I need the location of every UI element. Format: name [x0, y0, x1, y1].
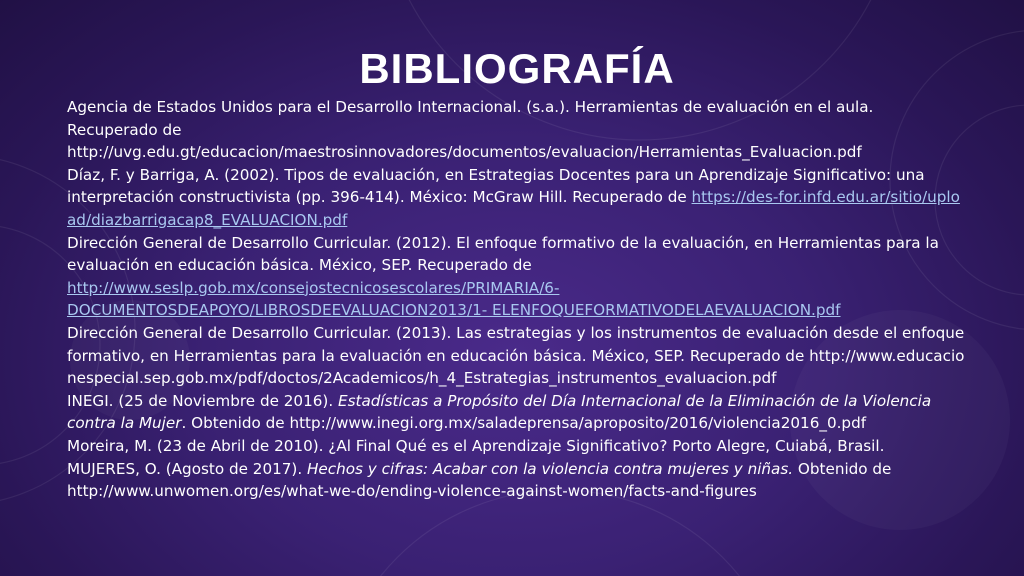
reference-url: http://www.educacionespecial.sep.gob.mx/pdf/doctos/2Academicos/h_4_Estrategias_instrumentos_evaluacion.pdf — [67, 346, 965, 388]
reference-link-part1[interactable]: http://www.seslp.gob.mx/consejostecnicosescolares/PRIMARIA/6- — [67, 278, 560, 297]
reference-line: http://uvg.edu.gt/educacion/maestrosinnovadores/documentos/evaluacion/Herramientas_Evaluacion.pdf — [67, 143, 862, 162]
reference-prefix: INEGI. (25 de Noviembre de 2016). — [67, 391, 338, 410]
reference-link-part2[interactable]: DOCUMENTOSDEAPOYO/LIBROSDEEVALUACION2013/1- ELENFOQUEFORMATIVODELAEVALUACION.pdf — [67, 301, 841, 320]
reference-moreira — [67, 435, 967, 458]
reference-line: Recuperado de — [67, 120, 182, 139]
reference-onu-mujeres — [67, 458, 967, 503]
deco-circle-bottom — [330, 490, 790, 576]
reference-text: Díaz, F. y Barriga, A. (2002). Tipos de evaluación, en Estrategias Docentes para un Aprendizaje Significativo: una interpretación constructivista (pp. 396-414). México: McGraw Hill. Recuperado de — [67, 165, 925, 207]
reference-diaz-barriga — [67, 164, 967, 232]
reference-italic-title: Estadísticas a Propósito del Día Internacional de la Eliminación de la Violencia contra la Mujer — [67, 391, 932, 433]
reference-text: Moreira, M. (23 de Abril de 2010). ¿Al Final Qué es el Aprendizaje Significativo? Porto Alegre, Cuiabá, Brasil. — [67, 436, 885, 455]
reference-dgdc-2012 — [67, 232, 967, 322]
reference-line: Agencia de Estados Unidos para el Desarrollo Internacional. (s.a.). Herramientas de evaluación en el aula. — [67, 98, 874, 116]
reference-prefix: MUJERES, O. (Agosto de 2017). — [67, 459, 308, 478]
reference-text: Dirección General de Desarrollo Curricular. (2013). Las estrategias y los instrumentos de evaluación desde el enfoque formativo, en Herramientas para la evaluación en educación básica. México, SEP. Recuperado de — [67, 323, 965, 365]
reference-usaid — [67, 96, 967, 164]
reference-suffix: . Obtenido de http://www.inegi.org.mx/saladeprensa/aproposito/2016/violencia2016_0.pdf — [181, 414, 867, 433]
reference-link[interactable]: https://des-for.infd.edu.ar/sitio/upload/diazbarrigacap8_EVALUACION.pdf — [67, 188, 960, 229]
reference-dgdc-2013 — [67, 322, 967, 390]
reference-text: Dirección General de Desarrollo Curricular. (2012). El enfoque formativo de la evaluación, en Herramientas para la evaluación en educación básica. México, SEP. Recuperado de — [67, 233, 939, 275]
reference-italic-title: Hechos y cifras: Acabar con la violencia contra mujeres y niñas. — [307, 459, 794, 478]
reference-suffix: Obtenido de http://www.unwomen.org/es/what-we-do/ending-violence-against-women/facts-and-figures — [67, 459, 892, 501]
reference-inegi — [67, 390, 967, 435]
slide-title: BIBLIOGRAFÍA — [359, 45, 675, 92]
bibliography-list — [67, 96, 967, 503]
